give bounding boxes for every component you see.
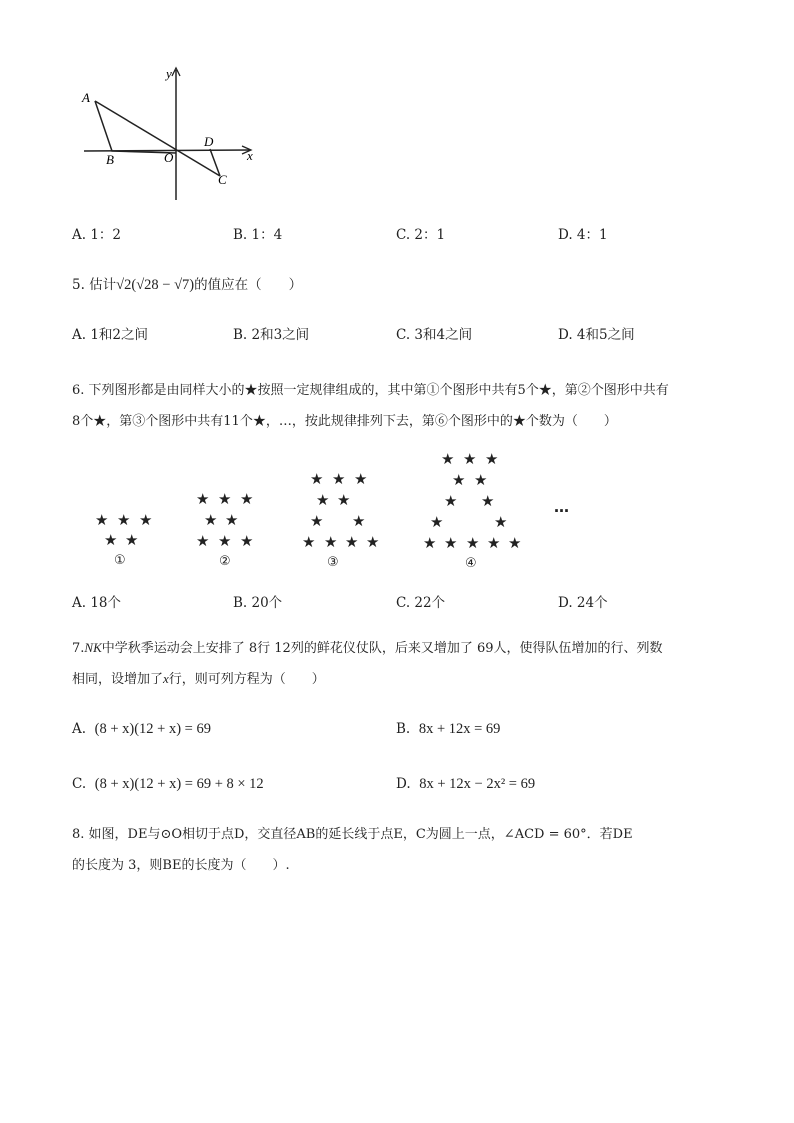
- star-icon: ★: [494, 513, 508, 531]
- q5-option-b[interactable]: B. 2和3之间: [233, 327, 310, 343]
- figure-label-2: ②: [219, 554, 231, 569]
- star-icon: ★: [310, 470, 324, 488]
- star-icon: ★: [508, 534, 522, 552]
- q6-option-b[interactable]: B. 20个: [233, 595, 283, 611]
- q6-option-c[interactable]: C. 22个: [396, 595, 446, 611]
- star-icon: ★: [444, 492, 458, 510]
- figure-label-3: ③: [327, 555, 339, 570]
- option-expression: (8 + x)(12 + x) = 69: [94, 721, 211, 737]
- q7-option-a[interactable]: [72, 722, 211, 737]
- star-icon: ★: [352, 512, 366, 530]
- star-icon: ★: [218, 490, 232, 508]
- figure-label-4: ④: [465, 556, 477, 571]
- option-expression: 8x + 12x = 69: [418, 721, 501, 737]
- label-a: A: [82, 90, 90, 105]
- figure-label-1: ①: [114, 553, 126, 568]
- q7-school-name: NK: [84, 640, 102, 655]
- q5-option-c[interactable]: C. 3和4之间: [396, 327, 473, 343]
- star-icon: ★: [487, 534, 501, 552]
- star-icon: ★: [117, 511, 131, 529]
- star-icon: ★: [196, 532, 210, 550]
- q7-line1-text: 中学秋季运动会上安排了 8行 12列的鲜花仪仗队，后来又增加了 69人，使得队伍增加的行、列数: [101, 641, 663, 656]
- star-icon: ★: [466, 534, 480, 552]
- star-icon: ★: [332, 470, 346, 488]
- star-icon: ★: [444, 534, 458, 552]
- q4-option-b[interactable]: B. 1：4: [233, 227, 283, 243]
- q5-prefix: 5. 估计: [72, 277, 117, 293]
- star-icon: ★: [481, 492, 495, 510]
- q6-option-a[interactable]: A. 18个: [72, 595, 122, 611]
- star-icon: ★: [104, 531, 118, 549]
- q8-stem-line2: 的长度为 3，则BE的长度为（ ）.: [72, 858, 290, 873]
- star-icon: ★: [354, 470, 368, 488]
- q4-option-c[interactable]: C. 2：1: [396, 227, 446, 243]
- q6-stem-line2: 8个★，第③个图形中共有11个★，…，按此规律排列下去，第⑥个图形中的★个数为（ ）: [72, 414, 617, 429]
- q4-option-a[interactable]: A. 1：2: [72, 227, 122, 243]
- star-icon: ★: [441, 450, 455, 468]
- label-y: y: [166, 66, 172, 81]
- q7-stem-line1: [72, 641, 663, 655]
- coordinate-figure: [70, 60, 270, 208]
- star-icon: ★: [95, 511, 109, 529]
- star-icon: ★: [302, 533, 316, 551]
- star-icon: ★: [430, 513, 444, 531]
- q5-expression: √2(√28 − √7): [116, 277, 195, 293]
- star-icon: ★: [463, 450, 477, 468]
- option-expression: (8 + x)(12 + x) = 69 + 8 × 12: [94, 776, 264, 792]
- star-icon: ★: [474, 471, 488, 489]
- star-icon: ★: [240, 532, 254, 550]
- star-icon: ★: [196, 490, 210, 508]
- star-icon: ★: [345, 533, 359, 551]
- option-label: D.: [396, 776, 411, 792]
- star-icon: ★: [324, 533, 338, 551]
- q7-option-d[interactable]: [396, 777, 535, 792]
- pattern-ellipsis: …: [554, 498, 569, 516]
- q7-option-b[interactable]: [396, 722, 500, 737]
- q5-suffix: 的值应在（ ）: [194, 277, 303, 293]
- option-label: C.: [72, 776, 87, 792]
- q5-stem: [72, 278, 302, 293]
- star-icon: ★: [485, 450, 499, 468]
- star-icon: ★: [310, 512, 324, 530]
- label-x: x: [247, 148, 253, 163]
- star-icon: ★: [139, 511, 153, 529]
- q7-line2-pre: 相同，设增加了: [72, 672, 164, 687]
- label-d: D: [204, 134, 214, 149]
- star-icon: ★: [218, 532, 232, 550]
- q5-option-a[interactable]: A. 1和2之间: [72, 327, 149, 343]
- star-icon: ★: [316, 491, 330, 509]
- q7-option-c[interactable]: [72, 777, 264, 792]
- label-c: C: [218, 172, 227, 187]
- star-icon: ★: [337, 491, 351, 509]
- star-icon: ★: [366, 533, 380, 551]
- q7-number: 7.: [72, 641, 85, 656]
- option-label: A.: [72, 721, 87, 737]
- star-icon: ★: [204, 511, 218, 529]
- star-icon: ★: [225, 511, 239, 529]
- q8-stem-line1: 8. 如图，DE与⊙O相切于点D，交直径AB的延长线于点E，C为圆上一点，∠ACD = 60°．若DE: [72, 827, 633, 842]
- q7-stem-line2: [72, 672, 325, 686]
- q5-option-d[interactable]: D. 4和5之间: [558, 327, 635, 343]
- q4-option-d[interactable]: D. 4：1: [558, 227, 608, 243]
- q6-option-d[interactable]: D. 24个: [558, 595, 608, 611]
- q7-variable: x: [163, 671, 169, 686]
- label-b: B: [106, 152, 114, 167]
- q7-line2-post: 行，则可列方程为（ ）: [168, 672, 325, 687]
- star-icon: ★: [240, 490, 254, 508]
- option-expression: 8x + 12x − 2x² = 69: [419, 776, 536, 792]
- label-o: O: [164, 150, 174, 165]
- star-icon: ★: [452, 471, 466, 489]
- q6-stem-line1: 6. 下列图形都是由同样大小的★按照一定规律组成的，其中第①个图形中共有5个★，第②个图形中共有: [72, 383, 669, 398]
- option-label: B.: [396, 721, 411, 737]
- star-icon: ★: [423, 534, 437, 552]
- star-icon: ★: [125, 531, 139, 549]
